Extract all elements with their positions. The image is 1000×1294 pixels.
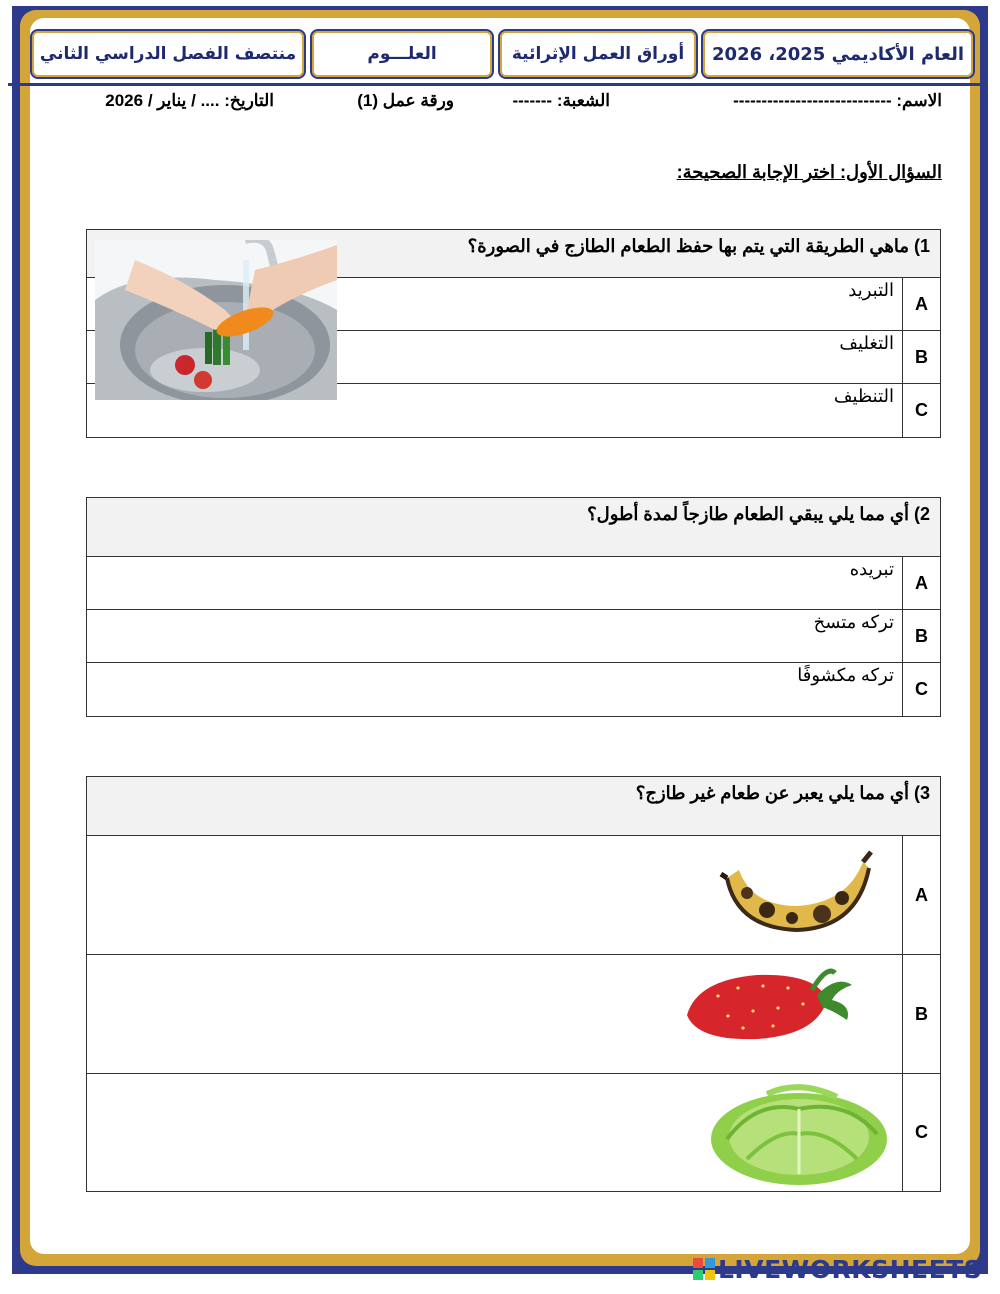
student-name-label: الاسم: ----------------------------: [733, 91, 942, 110]
question-2-text: 2) أي مما يلي يبقي الطعام طازجاً لمدة أطول؟: [87, 498, 941, 557]
option-image-cell: [87, 1074, 903, 1192]
option-letter: B: [903, 331, 941, 384]
option-letter: C: [903, 663, 941, 717]
option-image-cell: [87, 836, 903, 955]
header-worksheets: أوراق العمل الإثرائية: [498, 29, 698, 79]
option-letter: A: [903, 836, 941, 955]
option-letter: A: [903, 278, 941, 331]
header-term: منتصف الفصل الدراسي الثاني: [30, 29, 306, 79]
question-3-table: [86, 776, 941, 1192]
footer-brand: LIVEWORKSHEETS: [718, 1255, 983, 1284]
option-text: تركه متسخ: [87, 610, 903, 663]
question-1-text: 1) ماهي الطريقة التي يتم بها حفظ الطعام الطازج في الصورة؟: [87, 230, 941, 278]
rotten-banana-image: [717, 848, 877, 938]
question-2-table: [86, 497, 941, 717]
option-letter: C: [903, 384, 941, 438]
header-divider: [8, 83, 988, 86]
option-text: التبريد: [87, 278, 903, 331]
header-academic-year: العام الأكاديمي 2025، 2026: [701, 29, 975, 79]
option-text: تركه مكشوفًا: [87, 663, 903, 717]
section-label: الشعبة: -------: [512, 91, 610, 110]
liveworksheets-logo-icon: [693, 1258, 715, 1280]
question-3-text: 3) أي مما يلي يعبر عن طعام غير طازج؟: [87, 777, 941, 836]
option-letter: B: [903, 610, 941, 663]
option-letter: A: [903, 557, 941, 610]
question-3-option-b[interactable]: [87, 955, 941, 1074]
question-2-option-c[interactable]: [87, 663, 941, 717]
option-text: تبريده: [87, 557, 903, 610]
section-title: السؤال الأول: اختر الإجابة الصحيحة:: [676, 162, 942, 182]
question-2-option-b[interactable]: [87, 610, 941, 663]
question-2-option-a[interactable]: [87, 557, 941, 610]
strawberry-image: [677, 965, 857, 1045]
lettuce-image: [707, 1079, 892, 1187]
option-text: التغليف: [87, 331, 903, 384]
date-label: التاريخ: .... / يناير / 2026: [105, 91, 274, 110]
header-subject: العلـــوم: [310, 29, 494, 79]
option-letter: B: [903, 955, 941, 1074]
question-3-option-a[interactable]: [87, 836, 941, 955]
option-letter: C: [903, 1074, 941, 1192]
option-text: التنظيف: [87, 384, 903, 438]
question-3-option-c[interactable]: [87, 1074, 941, 1192]
option-image-cell: [87, 955, 903, 1074]
worksheet-number: ورقة عمل (1): [357, 91, 454, 110]
washing-vegetables-image: [95, 240, 337, 400]
